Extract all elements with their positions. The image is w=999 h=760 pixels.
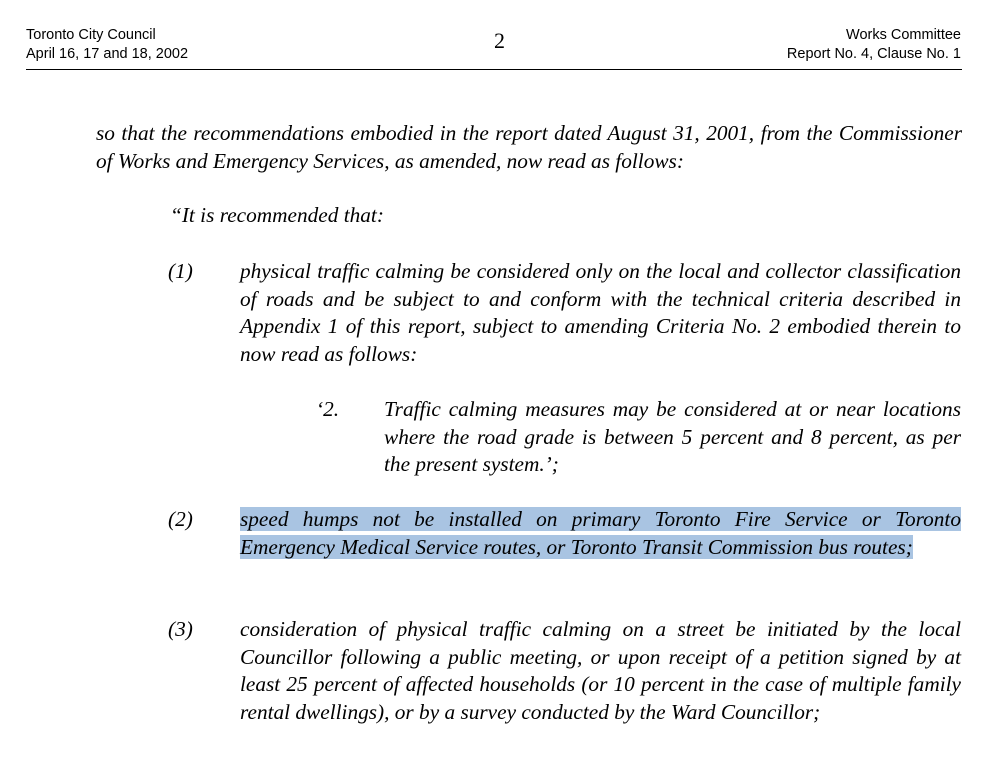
- report-clause: Report No. 4, Clause No. 1: [786, 46, 961, 62]
- meeting-dates: April 16, 17 and 18, 2002: [26, 46, 189, 62]
- intro-paragraph: so that the recommendations embodied in the report dated August 31, 2001, from the Commissioner of Works and Emergency Services, as amended, now read as follows:: [96, 121, 962, 173]
- item-number: (2): [168, 507, 193, 531]
- header-right: [787, 26, 961, 64]
- item-text-highlighted: [240, 506, 961, 561]
- page-number: 2: [494, 28, 505, 53]
- item-number: (3): [168, 617, 193, 641]
- sub-item-number: ‘2.: [316, 397, 340, 421]
- item-text: consideration of physical traffic calming on a street be initiated by the local Councillor following a public meeting, or upon receipt of a petition signed by at least 25 percent of affected households (or 10 percent in the case of multiple family rental dwellings), or by a survey conducted by the Ward Councillor;: [240, 617, 961, 724]
- text-selection-highlight[interactable]: speed humps not be installed on primary Toronto Fire Service or Toronto Emergency Medical Service routes, or Toronto Transit Commission bus routes;: [240, 507, 961, 559]
- council-name: Toronto City Council: [26, 27, 156, 43]
- item-number: (1): [168, 259, 193, 283]
- recommendation-lead: “It is recommended that:: [170, 203, 384, 227]
- item-text: physical traffic calming be considered only on the local and collector classification of roads and be subject to and conform with the technical criteria described in Appendix 1 of this report, subject to amending Criteria No. 2 embodied therein to now read as follows:: [240, 259, 961, 366]
- committee-name: Works Committee: [846, 27, 961, 43]
- sub-item-text: Traffic calming measures may be considered at or near locations where the road grade is between 5 percent and 8 percent, as per the present system.’;: [384, 397, 961, 476]
- header-rule: [26, 69, 962, 70]
